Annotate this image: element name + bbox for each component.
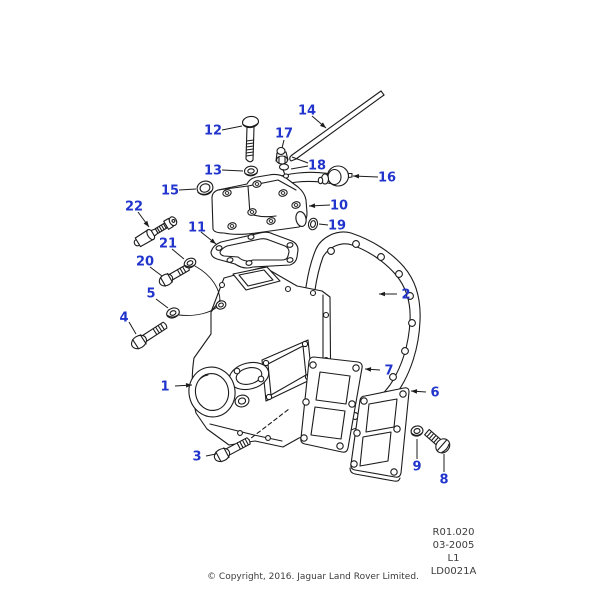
part-gasket-7 — [301, 357, 362, 452]
callout-label-5[interactable]: 5 — [146, 286, 156, 302]
callout-19 — [319, 219, 346, 234]
callout-label-15[interactable]: 15 — [160, 183, 180, 199]
callout-label-1[interactable]: 1 — [160, 379, 170, 395]
leader-line — [222, 170, 243, 171]
callout-8 — [439, 454, 448, 488]
part-oring-19 — [307, 217, 318, 230]
callout-10 — [309, 199, 348, 214]
callout-label-6[interactable]: 6 — [430, 385, 440, 401]
callout-12 — [204, 124, 242, 139]
callout-5 — [146, 287, 168, 309]
callout-label-2[interactable]: 2 — [401, 287, 411, 303]
callout-label-21[interactable]: 21 — [158, 236, 178, 252]
part-seal-15 — [195, 179, 214, 197]
callout-14 — [298, 104, 326, 129]
part-washer-13 — [244, 166, 258, 177]
callout-15 — [161, 184, 196, 199]
callout-11 — [188, 221, 216, 245]
leader-arrowhead — [411, 389, 417, 394]
copyright-text: © Copyright, 2016. Jaguar Land Rover Limited. — [207, 572, 419, 582]
callout-1 — [160, 380, 192, 395]
ref-code: R01.020 — [432, 527, 475, 538]
callout-13 — [204, 164, 243, 179]
leader-line — [179, 189, 196, 190]
callout-label-13[interactable]: 13 — [203, 163, 223, 179]
callout-label-20[interactable]: 20 — [135, 254, 155, 270]
callout-9 — [412, 439, 421, 475]
leader-arrowhead — [309, 203, 315, 208]
callout-label-17[interactable]: 17 — [274, 126, 294, 142]
callout-label-8[interactable]: 8 — [439, 472, 449, 488]
part-bolt-4 — [129, 320, 169, 352]
callout-label-19[interactable]: 19 — [327, 218, 347, 234]
part-washer-9 — [410, 425, 424, 438]
callout-label-3[interactable]: 3 — [192, 449, 202, 465]
callout-label-11[interactable]: 11 — [187, 220, 207, 236]
callout-label-14[interactable]: 14 — [297, 103, 317, 119]
callout-label-18[interactable]: 18 — [307, 158, 327, 174]
callout-label-9[interactable]: 9 — [412, 459, 422, 475]
leader-line — [222, 126, 242, 130]
leader-line — [156, 299, 168, 308]
part-bolt-12 — [242, 115, 259, 161]
leader-arrowhead — [353, 174, 359, 179]
part-gasket-11 — [211, 232, 298, 268]
callout-label-4[interactable]: 4 — [119, 310, 129, 326]
callout-17 — [275, 127, 293, 149]
part-cover-10 — [212, 174, 307, 234]
callout-label-7[interactable]: 7 — [384, 363, 394, 379]
callout-label-22[interactable]: 22 — [124, 199, 144, 215]
ref-date: 03-2005 — [432, 540, 475, 551]
ref-sheet: L1 — [447, 553, 460, 564]
callout-label-12[interactable]: 12 — [203, 123, 223, 139]
callout-21 — [159, 237, 184, 260]
part-bolt-8 — [422, 426, 453, 455]
part-fitting-17 — [276, 148, 289, 179]
callout-3 — [192, 450, 216, 465]
callout-16 — [353, 171, 396, 186]
callout-label-16[interactable]: 16 — [377, 170, 397, 186]
leader-line — [291, 166, 308, 169]
ref-drawing-id: LD0021A — [430, 566, 477, 577]
drawing-reference-block — [391, 526, 516, 578]
callout-6 — [411, 386, 440, 401]
leader-line — [129, 322, 136, 334]
callout-4 — [119, 311, 136, 335]
leader-arrowhead — [144, 221, 149, 227]
callout-20 — [136, 255, 162, 277]
callout-label-10[interactable]: 10 — [329, 198, 349, 214]
callout-22 — [125, 200, 149, 228]
leader-line — [319, 224, 328, 225]
